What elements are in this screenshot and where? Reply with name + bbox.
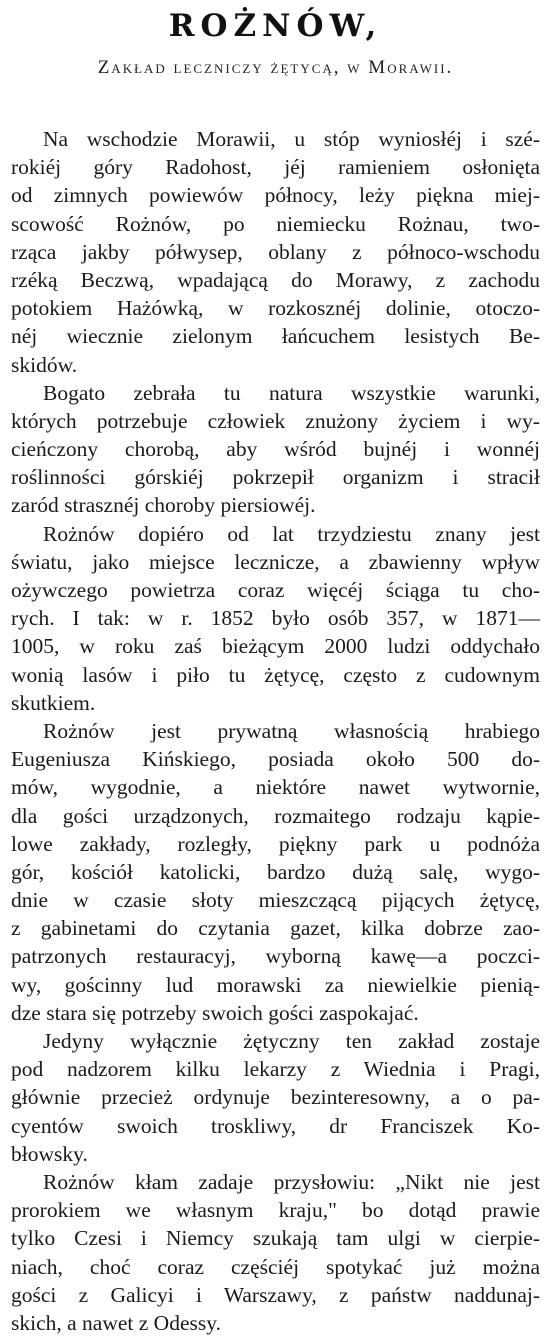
text-line: prorokiem we własnym kraju," bo dotąd prawie [11,1198,540,1223]
text-line: rzéką Beczwą, wpadającą do Morawy, z zachodu [11,267,540,292]
text-line: 1005, w roku zaś bieżącym 2000 ludzi oddychało [11,634,540,659]
text-line: pod nadzorem kilku lekarzy z Wiednia i Pragi, [11,1057,540,1082]
text-line: dnie w czasie słoty mieszczącą pijących żętycę, [11,888,540,913]
text-line: światu, jako miejsce lecznicze, a zbawienny wpływ [11,549,540,574]
text-line: Rożnów jest prywatną własnością hrabiego [43,718,540,743]
paragraph [11,520,540,717]
text-line: których potrzebuje człowiek znużony życiem i wy- [11,408,540,433]
text-line: niach, choć coraz częściéj spotykać już można [11,1254,540,1279]
article-subtitle: Zakład leczniczy żętycą, w Morawii. [97,57,454,78]
text-line: cieńczony chorobą, aby wśród bujnéj i wonnéj [11,437,540,462]
text-line: Rożnów dopiéro od lat trzydziestu znany jest [43,521,540,546]
text-line: dla gości urządzonych, rozmaitego rodzaju kąpie- [11,803,540,828]
text-line: wy, gościnny lud morawski za niewielkie pienią- [11,972,540,997]
text-line: patrzonych restauracyj, wyborną kawę—a poczci- [11,944,540,969]
paragraph [11,1168,540,1337]
text-line: skutkiem. [11,690,96,715]
text-line: Jedyny wyłącznie żętyczny ten zakład zostaje [43,1029,540,1053]
text-line: wonią lasów i piło tu żętycę, często z cudownym [11,662,540,687]
article-body [11,125,540,1337]
text-line: skich, a nawet z Odessy. [11,1310,221,1335]
text-line: Rożnów kłam zadaje przysłowiu: „Nikt nie jest [43,1169,540,1194]
text-line: z gabinetami do czytania gazet, kilka dobrze zao- [11,916,540,941]
text-line: Bogato zebrała tu natura wszystkie warunki, [43,380,540,405]
text-line: rząca jakby półwysep, oblany z północo-wschodu [11,239,540,264]
text-line: tylko Czesi i Niemcy szukają tam ulgi w cierpie- [11,1226,540,1251]
text-line: rych. I tak: w r. 1852 było osób 357, w 1871— [11,606,540,631]
paragraph [11,379,540,520]
text-line: rokiéj góry Radohost, jéj ramieniem osłonięta [11,155,540,180]
paragraph [11,1027,540,1168]
text-line: lowe zakłady, rozległy, piękny park u podnóża [11,831,540,856]
text-line: zaród strasznéj choroby piersiowéj. [11,493,316,518]
text-line: dze stara się potrzeby swoich gości zaspokajać. [11,1000,419,1025]
text-line: mów, wygodnie, a niektóre nawet wytwornie, [11,775,540,800]
article-title: ROŻNÓW, [168,8,383,44]
text-line: Na wschodzie Morawii, u stóp wyniosłéj i szé- [43,127,540,151]
text-line: głównie przecież ordynuje bezinteresowny, a o pa- [11,1085,540,1110]
text-line: cyentów swoich troskliwy, dr Franciszek Ko- [11,1113,540,1138]
paragraph [11,717,540,1027]
text-line: néj wiecznie zielonym łańcuchem lesistych Be- [11,324,540,349]
text-line: gór, kościół katolicki, bardzo dużą salę, wygo- [11,859,540,884]
text-line: roślinności górskiéj pokrzepił organizm i stracił [11,465,540,490]
text-line: gości z Galicyi i Warszawy, z państw naddunaj- [11,1282,540,1307]
text-line: potokiem Hażówką, w rozkosznéj dolinie, otoczo- [11,296,540,321]
paragraph [11,125,540,379]
text-line: ożywczego powietrza coraz więcéj ściąga tu cho- [11,578,540,602]
text-line: od zimnych powiewów północy, leży piękna miej- [11,183,540,208]
text-line: scowość Rożnów, po niemiecku Rożnau, two- [11,211,540,236]
text-line: skidów. [11,352,78,377]
text-line: błowsky. [11,1141,88,1166]
text-line: Eugeniusza Kińskiego, posiada około 500 do- [11,747,540,772]
